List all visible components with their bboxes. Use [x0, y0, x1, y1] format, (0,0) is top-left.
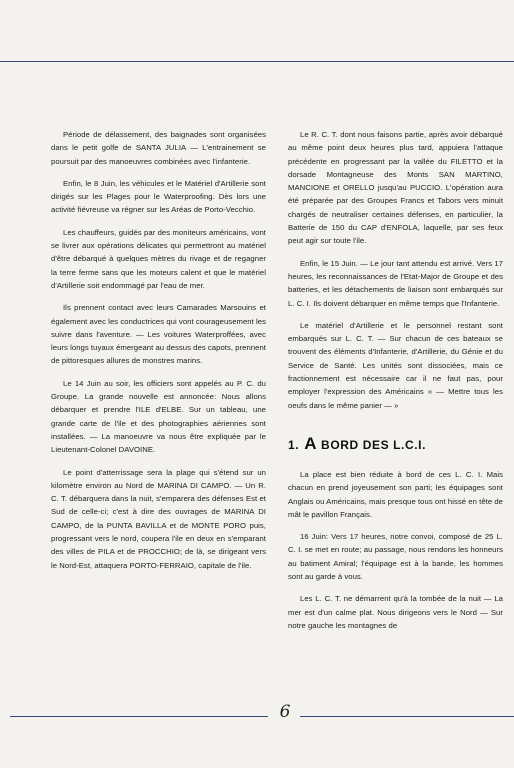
paragraph: Le matériel d'Artillerie et le personnel restant sont embarqués sur L. C. T. — Sur chacun de ces bateaux se trouvent des éléments d'Infanterie, d'Artillerie, du Génie et du Service de Santé. Les unités sont dissociées, mais ce fractionnement est nécessaire car il ne faut pas, pour employer l'expression des Américains « — Mettre tous les oeufs dans le même panier — »: [288, 320, 503, 410]
paragraph: Le R. C. T. dont nous faisons partie, après avoir débarqué au même point deux heures plus tard, appuiera l'attaque précédente en progressant par la vallée du FILETTO et la dorsade Montagneuse des Monts SAN MARTINO, MANCIONE et ORELLO jusqu'au PUCCIO. L'opération aura été préparée par des Groupes Francs et Tabors vers minuit chargés de neutraliser certaines défenses, en particulier, la Batterie de 150 du CAP d'ENFOLA, laquelle, par ses feux peut agir sur toute l'ile.: [288, 130, 503, 246]
page-number: 6: [279, 702, 291, 722]
bottom-rule-right: [300, 716, 514, 717]
paragraph: Le 14 Juin au soir, les officiers sont appelés au P. C. du Groupe. La grande nouvelle est annoncée: Nous allons débarquer et prendre l'ILE d'ELBE. Sur un tableau, une grande carte de l'ile et des photographies aériennes sont installées. — La manoeuvre va nous être expliquée par le Lieutenant-Colonel DAVOINE.: [51, 378, 266, 455]
paragraph: Enfin, le 15 Juin. — Le jour tant attendu est arrivé. Vers 17 heures, les reconnaissances de l'Etat-Major de Groupe et des batteries, et les détachements de liaison sont embarqués sur L. C. I. Ils doivent débarquer en même temps que l'Infanterie.: [288, 258, 503, 308]
section-heading: [288, 434, 503, 454]
paragraph: Le point d'atterrissage sera la plage qui s'étend sur un kilomètre environ au Nord de MARINA DI CAMPO. — Un R. C. T. débarquera dans la nuit, s'emparera des défenses Est et Sud de celle-ci; c'est à dire des ouvrages de MARINA DI CAMPO, de la PUNTA BAVILLA et de MONTE PORO puis, progressant vers le nord, coupera l'ile en deux en s'emparant des villes de PILA et de PROCCHIO; de là, se dirigeant vers le Nord-Est, attaquera PORTO-FERRAIO, capitale de l'ile.: [51, 467, 266, 570]
bottom-rule-left: [10, 716, 268, 717]
top-rule: [0, 61, 514, 62]
left-column: [51, 128, 266, 581]
paragraph: Les L. C. T. ne démarrent qu'à la tombée de la nuit — La mer est d'un calme plat. Nous dirigeons vers le Nord — Sur notre gauche les montagnes de: [288, 594, 503, 630]
paragraph: Période de délassement, des baignades sont organisées dans le petit golfe de SANTA JULIA — L'entrainement se poursuit par des manoeuvres combinées avec l'infanterie.: [51, 130, 266, 166]
right-column: [288, 128, 503, 641]
paragraph: Les chauffeurs, guidés par des moniteurs américains, vont se livrer aux opérations délicates qui permettront au matériel d'être débarqué à quelques mètres du rivage et de regagner la terre ferme sans que les moteurs calent et que le matériel d'Artillerie soit endommagé par l'eau de mer.: [51, 227, 266, 290]
paragraph: La place est bien réduite à bord de ces L. C. I. Mais chacun en prend joyeusement son parti; les équipages sont Anglais ou Américains, mais presque tous ont hissé en tête de mât le pavillon Français.: [288, 469, 504, 519]
paragraph: Enfin, le 8 Juin, les véhicules et le Matériel d'Artillerie sont dirigés sur les Plages pour le Waterproofing. Dès lors une activité fiévreuse va régner sur les Aréas de Porto-Vecchio.: [51, 178, 266, 215]
paragraph: 16 Juin: Vers 17 heures, notre convoi, composé de 25 L. C. I. se met en route; au passage, nous rendons les honneurs au batiment Amiral; l'équipage est à la bande, les hommes sont au garde à vous.: [288, 532, 503, 582]
section-initial: A: [304, 433, 318, 453]
section-number: 1.: [288, 437, 300, 452]
paragraph: Ils prennent contact avec leurs Camarades Marsouins et également avec les conductrices qui vont courageusement les suivre dans l'aventure. — Les voitures Waterproffées, avec leurs longs tuyaux émergeant au dessus des capots, prennent de pittoresques allures de monstres marins.: [51, 303, 266, 366]
section-title: BORD DES L.C.I.: [321, 437, 427, 452]
